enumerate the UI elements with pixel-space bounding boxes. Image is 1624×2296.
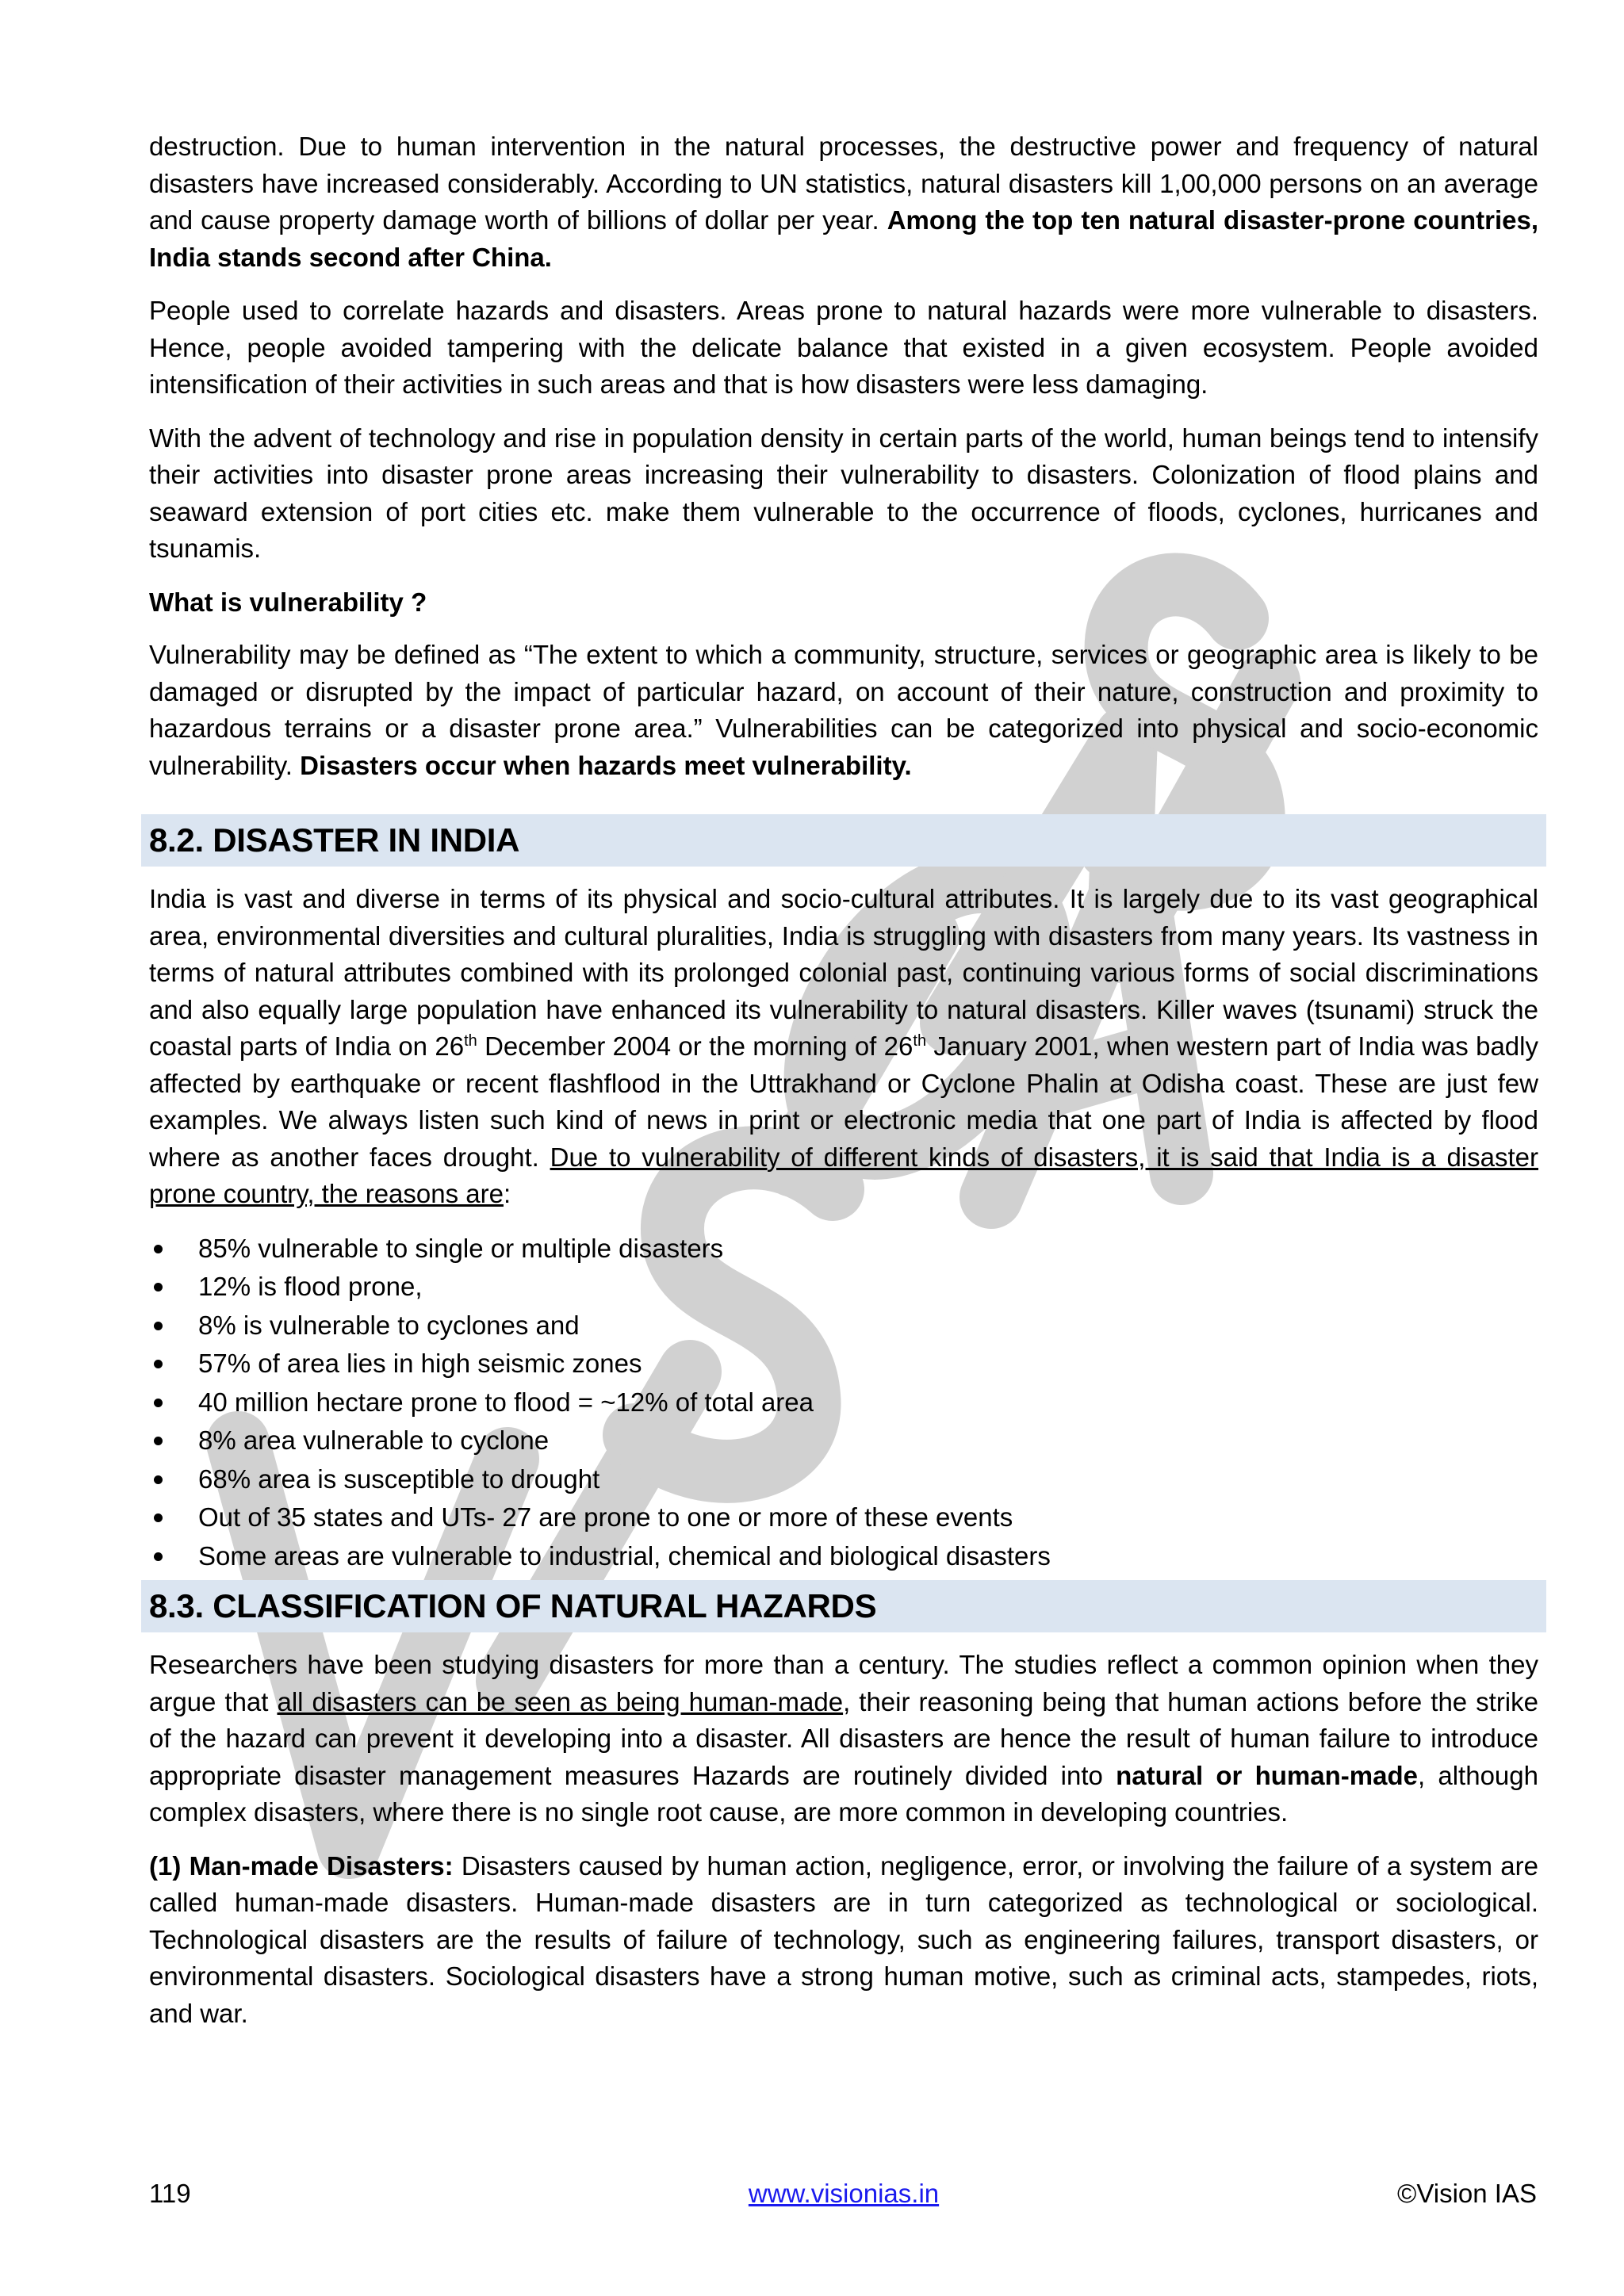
list-item-text: 8% area vulnerable to cyclone [198,1425,550,1455]
list-item-text: Some areas are vulnerable to industrial, chemical and biological disasters [198,1540,1051,1571]
man-made-disasters-label: (1) Man-made Disasters: [149,1850,454,1881]
vulnerability-definition-emphasis: Disasters occur when hazards meet vulnerability. [300,750,912,780]
section-heading-classification-of-natural-hazards: 8.3. CLASSIFICATION OF NATURAL HAZARDS [141,1580,1546,1632]
list-item [149,1307,1538,1345]
vulnerability-definition [149,637,1538,784]
disaster-in-india-paragraph [149,881,1538,1213]
disaster-in-india-text-end: : [503,1179,511,1208]
vulnerability-question-text: What is vulnerability ? [149,587,427,617]
bullet-icon [154,1360,163,1368]
disaster-in-india-underlined: Due to vulnerability of different kinds of disasters, it is said that India is a disaster prone country, the reasons are [149,1142,1538,1208]
list-item [149,1422,1538,1460]
bullet-icon [154,1399,163,1407]
list-item [149,1230,1538,1269]
bullet-icon [154,1552,163,1561]
classification-underlined: all disasters can be seen as being human-made [277,1686,844,1716]
disaster-in-india-text-a: India is vast and diverse in terms of its physical and socio-cultural attributes. It is largely due to its vast geographical area, environmental diversities and cultural pluralities, India is struggling with disasters from many years. Its vastness in terms of natural attributes combined with its prolonged colonial past, continuing various forms of social discriminations and also equally large population have enhanced its vulnerability to natural disasters. Killer waves (tsunami) struck the coastal parts of India on 26 [149,884,1538,1061]
intro-paragraph-3: With the advent of technology and rise in population density in certain parts of the world, human beings tend to intensify their activities into disaster prone areas increasing their vulnerability to disasters. Colonization of flood plains and seaward extension of port cities etc. make them vulnerable to the occurrence of floods, cyclones, hurricanes and tsunamis. [149,423,1538,563]
section-heading-disaster-in-india: 8.2. DISASTER IN INDIA [141,814,1546,867]
list-item [149,1460,1538,1499]
list-item-text: Out of 35 states and UTs- 27 are prone to one or more of these events [198,1502,1013,1532]
classification-text-b: , their reasoning being that human actions before the strike of the hazard can prevent it developing into a disaster. All disasters are hence the result of human failure to introduce appropriate disaster management measures Hazards are routinely divided into [149,1686,1538,1790]
ordinal-suffix: th [913,1032,927,1050]
bullet-icon [154,1322,163,1330]
list-item-text: 8% is vulnerable to cyclones and [198,1310,580,1340]
classification-text-a: Researchers have been studying disasters for more than a century. The studies reflect a common opinion when they argue that [149,1650,1538,1716]
classification-paragraph [149,1647,1538,1831]
intro-paragraph-1-text: destruction. Due to human intervention in the natural processes, the destructive power and frequency of natural disasters have increased considerably. According to UN statistics, natural disasters kill 1,00,000 persons on an average and cause property damage worth of billions of dollar per year. [149,132,1538,235]
list-item [149,1383,1538,1422]
list-item [149,1498,1538,1537]
classification-text-c: , although complex disasters, where there is no single root cause, are more common in developing countries. [149,1760,1538,1827]
copyright-notice: ©Vision IAS [1397,2179,1537,2208]
list-item-text: 12% is flood prone, [198,1272,423,1301]
website-link[interactable]: www.visionias.in [748,2179,940,2208]
man-made-disasters-text: Disasters caused by human action, negligence, error, or involving the failure of a system are called human-made disasters. Human-made disasters are in turn categorized as technological or sociological. Technological disasters are the results of failure of technology, such as engineering failures, transport disasters, or environmental disasters. Sociological disasters have a strong human motive, such as criminal acts, stampedes, riots, and war. [149,1850,1539,2028]
intro-paragraph-2: People used to correlate hazards and disasters. Areas prone to natural hazards were more vulnerable to disasters. Hence, people avoided tampering with the delicate balance that existed in a given ecosystem. People avoided intensification of their activities in such areas and that is how disasters were less damaging. [149,296,1538,399]
bullet-icon [154,1437,163,1445]
vulnerability-question [149,584,1538,622]
footer-link-wrapper [149,2175,1538,2212]
bullet-icon [154,1513,163,1522]
bullet-icon [154,1245,163,1253]
intro-paragraph-1 [149,128,1538,276]
intro-paragraph-1-emphasis: Among the top ten natural disaster-prone countries, India stands second after China. [149,205,1539,272]
page-footer [149,2175,1538,2212]
list-item-text: 85% vulnerable to single or multiple disasters [198,1233,724,1263]
vulnerability-definition-text: Vulnerability may be defined as “The extent to which a community, structure, services or geographic area is likely to be damaged or disrupted by the impact of particular hazard, on account of their nature, construction and proximity to hazardous terrains or a disaster prone area.” Vulnerabilities can be categorized into physical and socio-economic vulnerability. [149,640,1538,780]
page-number: 119 [149,2179,191,2208]
list-item-text: 68% area is susceptible to drought [198,1464,600,1494]
disaster-in-india-text-c: January 2001, when western part of India was badly affected by earthquake or recent flashflood in the Uttrakhand or Cyclone Phalin at Odisha coast. These are just few examples. We always listen such kind of news in print or electronic media that one part of India is affected by flood where as another faces drought. [149,1031,1538,1172]
list-item [149,1268,1538,1307]
list-item-text: 40 million hectare prone to flood = ~12% of total area [198,1387,814,1417]
disaster-in-india-text-b: December 2004 or the morning of 26 [477,1031,914,1061]
list-item-text: 57% of area lies in high seismic zones [198,1349,642,1378]
ordinal-suffix: th [464,1032,477,1050]
vulnerability-statistics-list [149,1230,1538,1576]
list-item [149,1345,1538,1383]
man-made-disasters-paragraph [149,1848,1538,2033]
bullet-icon [154,1283,163,1292]
page-content [149,128,1538,2049]
list-item [149,1537,1538,1576]
bullet-icon [154,1475,163,1484]
classification-emphasis: natural or human-made [1116,1760,1418,1790]
